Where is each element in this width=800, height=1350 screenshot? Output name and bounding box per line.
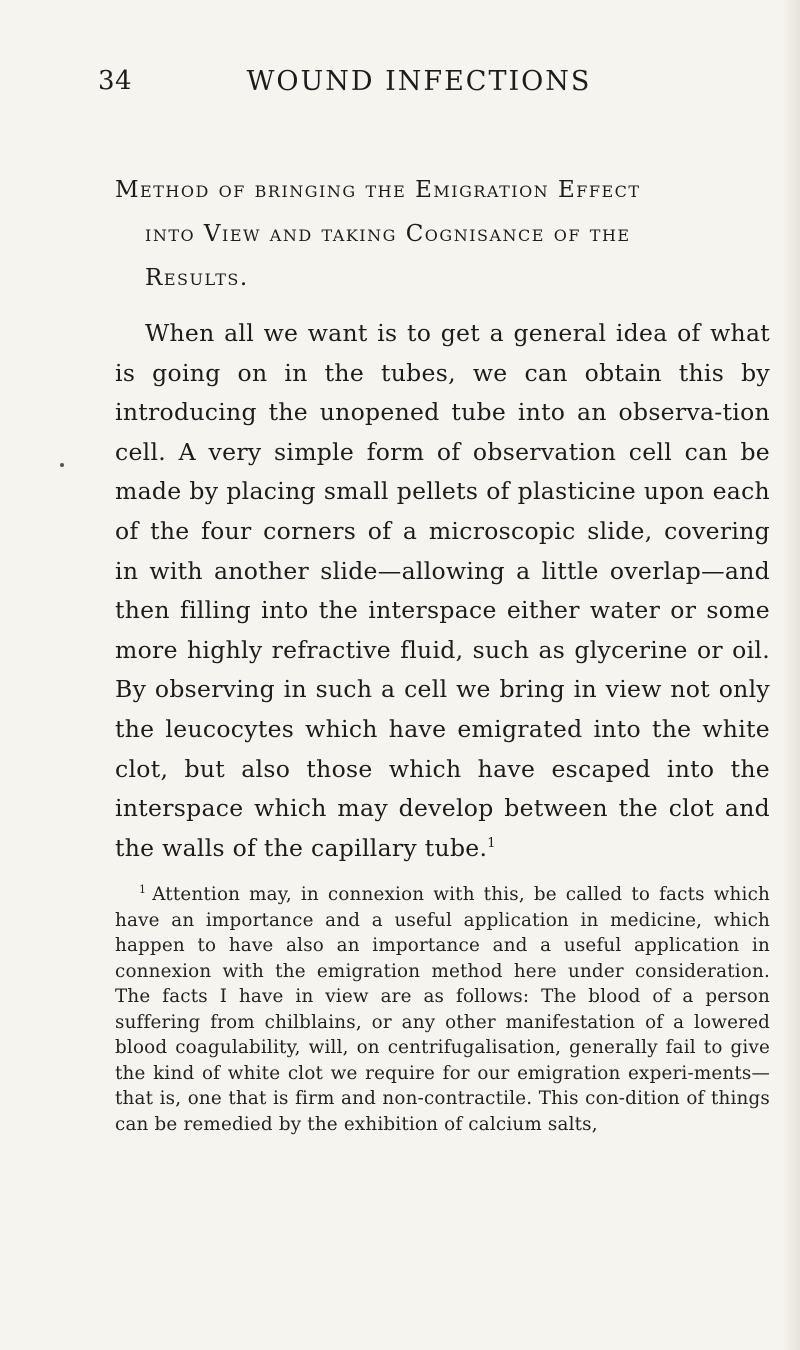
margin-speck xyxy=(60,463,64,467)
page-number: 34 xyxy=(98,66,133,96)
footnote xyxy=(115,882,770,1137)
page-edge-shadow xyxy=(782,0,800,1350)
running-title: WOUND INFECTIONS xyxy=(246,66,592,97)
section-heading-line-3: Results. xyxy=(145,265,249,291)
section-heading-line-2: into View and taking Cognisance of the xyxy=(145,221,631,247)
footnote-reference: 1 xyxy=(487,835,496,851)
footnote-number: 1 xyxy=(139,883,147,897)
page-content xyxy=(115,168,770,1137)
section-heading-line-1: Method of bringing the Emigration Effect xyxy=(115,177,641,203)
section-heading xyxy=(115,168,770,300)
footnote-text: Attention may, in connexion with this, be called to facts which have an importance and a useful application in medicine, which happen to have also an importance and a useful application in connexion with the emigration method here under consideration. The facts I have in view are as follows: The blood of a person suffering from chilblains, or any other manifestation of a lowered blood coagulability, will, on centrifugalisation, generally fail to give the kind of white clot we require for our emigration experi-ments—that is, one that is firm and non-contractile. This con-dition of things can be remedied by the exhibition of calcium salts, xyxy=(115,884,770,1135)
running-head xyxy=(98,66,688,106)
body-paragraph xyxy=(115,314,770,868)
body-paragraph-text: When all we want is to get a general idea of what is going on in the tubes, we can obtain this by introducing the unopened tube into an observa-tion cell. A very simple form of observation cell can be made by placing small pellets of plasticine upon each of the four corners of a microscopic slide, covering in with another slide—allowing a little overlap—and then filling into the interspace either water or some more highly refractive fluid, such as glycerine or oil. By observing in such a cell we bring in view not only the leucocytes which have emigrated into the white clot, but also those which have escaped into the interspace which may develop between the clot and the walls of the capillary tube. xyxy=(115,319,770,862)
